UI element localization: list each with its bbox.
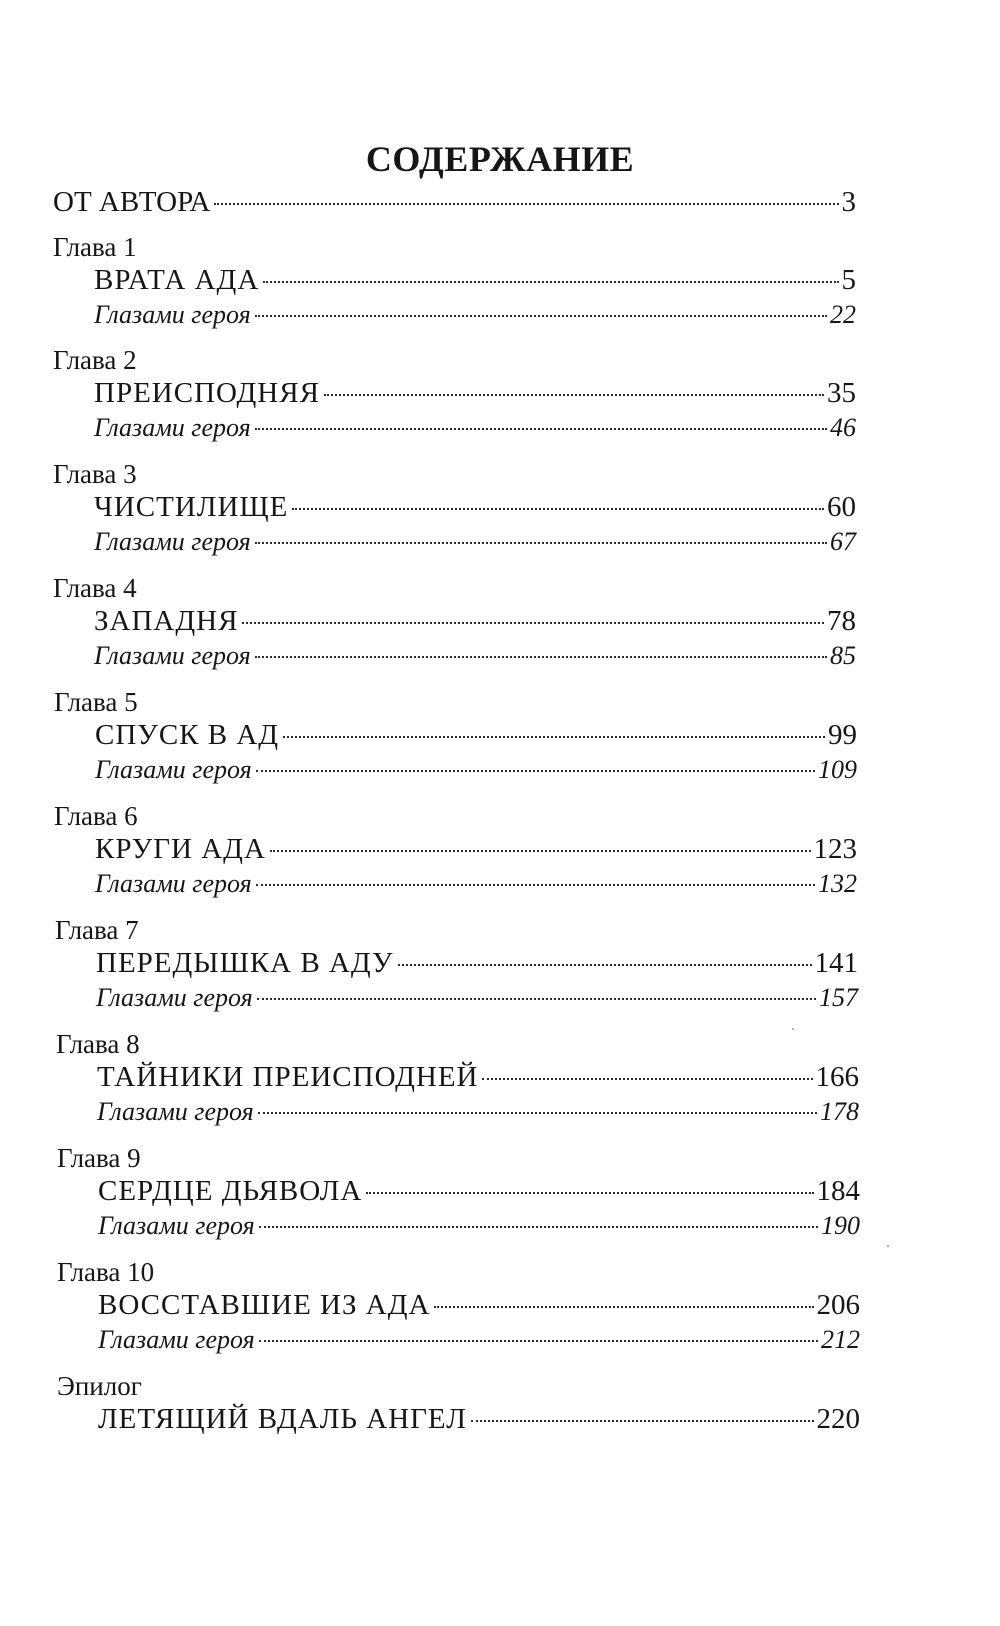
toc-page-number: 67 xyxy=(830,527,856,556)
toc-page-number: 109 xyxy=(818,755,857,784)
toc-entry-subsection[interactable] xyxy=(95,869,857,905)
dot-leader xyxy=(482,1078,812,1080)
toc-entry-label: ВОССТАВШИЕ ИЗ АДА xyxy=(98,1289,431,1321)
chapter-heading: Глава 2 xyxy=(53,345,137,375)
toc-page-number: 5 xyxy=(841,264,856,296)
toc-entry-label: Глазами героя xyxy=(94,413,251,442)
dot-leader xyxy=(434,1306,813,1308)
dot-leader xyxy=(255,428,827,430)
toc-entry-label: ОТ АВТОРА xyxy=(53,186,211,218)
toc-entry-label: ТАЙНИКИ ПРЕИСПОДНЕЙ xyxy=(97,1061,479,1093)
toc-entry-label: Глазами героя xyxy=(96,983,253,1012)
dot-leader xyxy=(258,1112,817,1114)
toc-entry-subsection[interactable] xyxy=(94,527,856,563)
toc-entry-label: КРУГИ АДА xyxy=(95,833,266,865)
chapter-heading: Глава 1 xyxy=(53,232,137,262)
dot-leader xyxy=(366,1192,813,1194)
toc-page-number: 220 xyxy=(816,1403,860,1435)
toc-entry-label: Глазами героя xyxy=(97,1097,254,1126)
dot-leader xyxy=(255,315,827,317)
toc-entry-label: ЛЕТЯЩИЙ ВДАЛЬ АНГЕЛ xyxy=(98,1403,467,1435)
toc-entry-label: Глазами героя xyxy=(95,755,252,784)
dot-leader xyxy=(292,508,824,510)
toc-entry-chapter-title[interactable] xyxy=(98,1175,860,1211)
dot-leader xyxy=(255,656,827,658)
toc-page-number: 157 xyxy=(819,983,858,1012)
scan-speck xyxy=(887,1245,889,1247)
toc-entry-label: ПЕРЕДЫШКА В АДУ xyxy=(96,947,394,979)
toc-page-number: 78 xyxy=(827,605,856,637)
toc-page-number: 46 xyxy=(830,413,856,442)
dot-leader xyxy=(214,203,838,205)
epilogue-heading: Эпилог xyxy=(57,1371,142,1401)
toc-entry-label: СПУСК В АД xyxy=(95,719,280,751)
toc-page-number: 99 xyxy=(828,719,857,751)
dot-leader xyxy=(263,281,838,283)
page-title: СОДЕРЖАНИЕ xyxy=(365,139,635,179)
dot-leader xyxy=(257,998,816,1000)
toc-entry-subsection[interactable] xyxy=(94,300,856,336)
toc-page-number: 3 xyxy=(841,186,856,218)
chapter-heading: Глава 7 xyxy=(55,915,139,945)
dot-leader xyxy=(256,770,815,772)
toc-entry-label: Глазами героя xyxy=(94,527,251,556)
toc-entry-subsection[interactable] xyxy=(95,755,857,791)
toc-page-number: 178 xyxy=(820,1097,859,1126)
dot-leader xyxy=(259,1340,818,1342)
toc-entry-epilogue[interactable] xyxy=(98,1403,860,1439)
toc-entry-subsection[interactable] xyxy=(98,1325,860,1361)
chapter-heading: Глава 3 xyxy=(53,459,137,489)
dot-leader xyxy=(242,622,824,624)
chapter-heading: Глава 10 xyxy=(57,1257,155,1287)
scan-speck xyxy=(792,1028,794,1030)
toc-entry-chapter-title[interactable] xyxy=(95,833,857,869)
dot-leader xyxy=(255,542,827,544)
dot-leader xyxy=(398,964,812,966)
dot-leader xyxy=(270,850,811,852)
toc-page-number: 212 xyxy=(821,1325,860,1354)
toc-page-number: 85 xyxy=(830,641,856,670)
toc-entry-chapter-title[interactable] xyxy=(94,491,856,527)
chapter-heading: Глава 4 xyxy=(53,573,137,603)
toc-entry-label: Глазами героя xyxy=(94,300,251,329)
toc-entry-label: СЕРДЦЕ ДЬЯВОЛА xyxy=(98,1175,363,1207)
toc-page-number: 190 xyxy=(821,1211,860,1240)
toc-entry-chapter-title[interactable] xyxy=(94,377,856,413)
toc-page-number: 22 xyxy=(830,300,856,329)
toc-entry-label: ЗАПАДНЯ xyxy=(94,605,239,637)
toc-entry-label: ЧИСТИЛИЩЕ xyxy=(94,491,289,523)
dot-leader xyxy=(471,1420,814,1422)
chapter-heading: Глава 9 xyxy=(57,1143,141,1173)
dot-leader xyxy=(256,884,815,886)
toc-entry-subsection[interactable] xyxy=(98,1211,860,1247)
toc-entry-subsection[interactable] xyxy=(96,983,858,1019)
toc-entry-chapter-title[interactable] xyxy=(97,1061,859,1097)
toc-page-number: 123 xyxy=(813,833,857,865)
toc-entry-chapter-title[interactable] xyxy=(95,719,857,755)
toc-entry-label: ПРЕИСПОДНЯЯ xyxy=(94,377,320,409)
toc-page-number: 184 xyxy=(816,1175,860,1207)
toc-entry-label: ВРАТА АДА xyxy=(94,264,260,296)
dot-leader xyxy=(324,394,824,396)
toc-entry-label: Глазами героя xyxy=(98,1325,255,1354)
toc-page-number: 35 xyxy=(827,377,856,409)
toc-entry-label: Глазами героя xyxy=(94,641,251,670)
toc-page-number: 60 xyxy=(827,491,856,523)
toc-entry-intro[interactable] xyxy=(53,186,856,222)
chapter-heading: Глава 8 xyxy=(56,1029,140,1059)
chapter-heading: Глава 6 xyxy=(54,801,138,831)
toc-page-number: 141 xyxy=(814,947,858,979)
toc-entry-chapter-title[interactable] xyxy=(96,947,858,983)
toc-entry-label: Глазами героя xyxy=(98,1211,255,1240)
toc-entry-chapter-title[interactable] xyxy=(94,264,856,300)
toc-page-number: 132 xyxy=(818,869,857,898)
toc-entry-subsection[interactable] xyxy=(97,1097,859,1133)
toc-entry-chapter-title[interactable] xyxy=(94,605,856,641)
toc-page-number: 166 xyxy=(815,1061,859,1093)
toc-entry-subsection[interactable] xyxy=(94,413,856,449)
toc-page-number: 206 xyxy=(816,1289,860,1321)
toc-entry-subsection[interactable] xyxy=(94,641,856,677)
dot-leader xyxy=(283,736,825,738)
toc-entry-chapter-title[interactable] xyxy=(98,1289,860,1325)
dot-leader xyxy=(259,1226,818,1228)
toc-entry-label: Глазами героя xyxy=(95,869,252,898)
chapter-heading: Глава 5 xyxy=(54,687,138,717)
